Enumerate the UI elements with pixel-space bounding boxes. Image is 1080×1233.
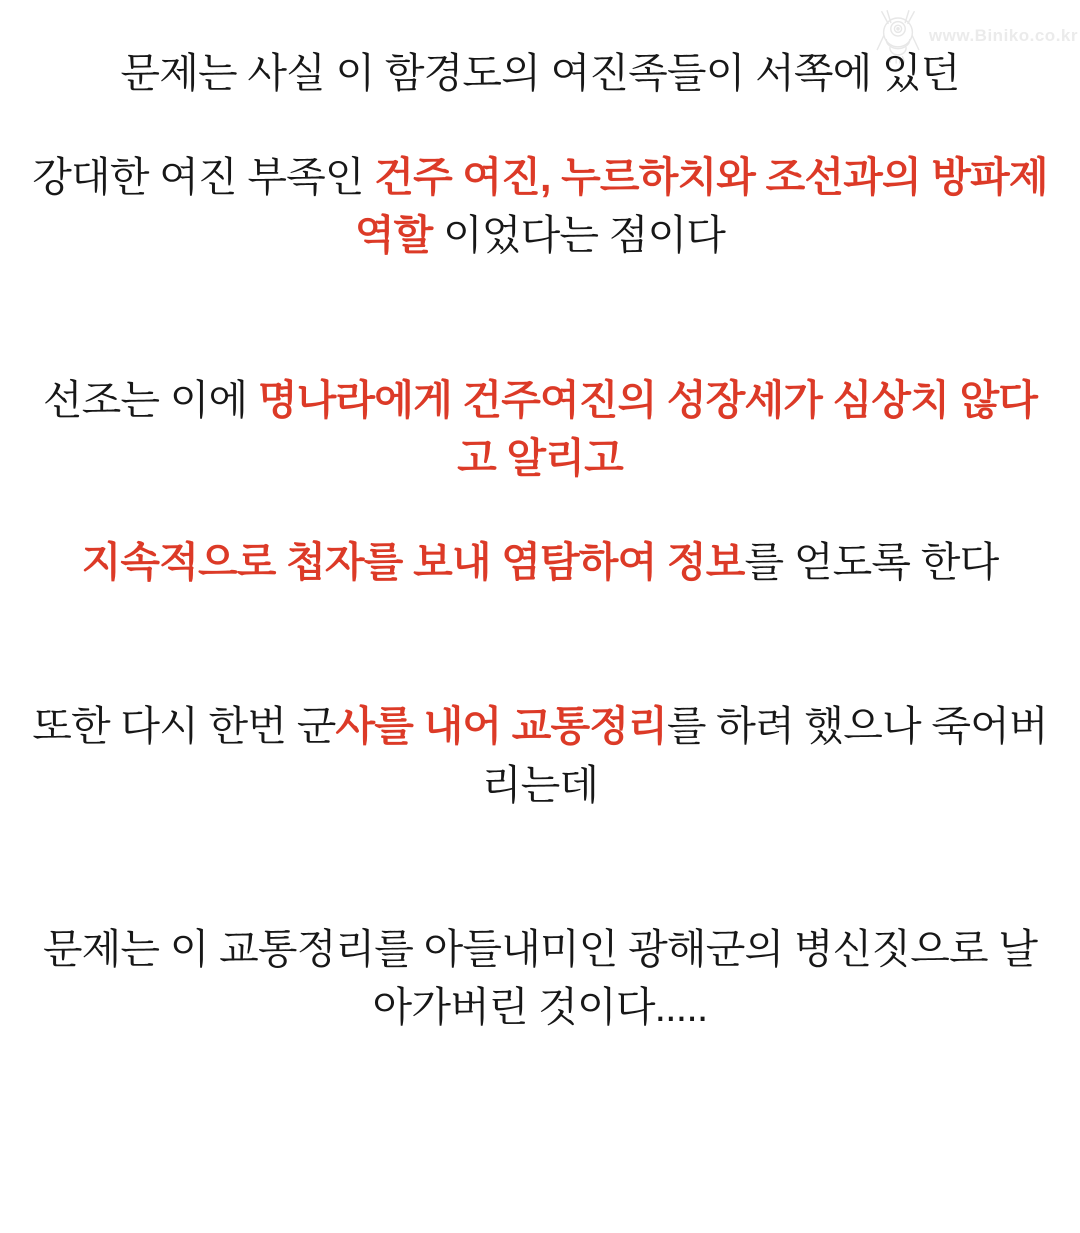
- paragraph-5: [26, 697, 1054, 813]
- highlighted-text-segment: 명나라에게 건주여진의 성장세가 심상치 않다고 알리고: [257, 376, 1038, 481]
- text-segment: 이었다는 점이다: [432, 212, 726, 259]
- watermark-url: www.Biniko.co.kr: [928, 26, 1078, 45]
- text-segment: 문제는 사실 이 함경도의 여진족들이 서쪽에 있던: [120, 50, 960, 96]
- text-segment: 문제는 이 교통정리를 아들내미인 광해군의 병신짓으로 날아가버린 것이다.....: [42, 925, 1038, 1030]
- highlighted-text-segment: 지속적으로 첩자를 보내 염탐하여 정보: [81, 539, 745, 586]
- paragraph-4: [26, 533, 1054, 591]
- text-segment: 를 얻도록 한다: [744, 539, 999, 586]
- paragraph-6: [26, 920, 1054, 1036]
- text-segment: 를 하려 했으나 죽어버리는데: [481, 703, 1048, 808]
- post-body: [0, 44, 1080, 1036]
- text-segment: 강대한 여진 부족인: [32, 154, 375, 201]
- paragraph-1: [26, 44, 1054, 102]
- paragraph-3: [26, 371, 1054, 487]
- paragraph-2: [26, 148, 1054, 264]
- text-segment: 선조는 이에: [42, 376, 258, 423]
- highlighted-text-segment: 사를 내어 교통정리: [335, 703, 667, 750]
- highlighted-text-segment: 건주 여진, 누르하치와 조선과의 방파제 역할: [354, 154, 1048, 259]
- text-segment: 또한 다시 한번 군: [32, 703, 336, 750]
